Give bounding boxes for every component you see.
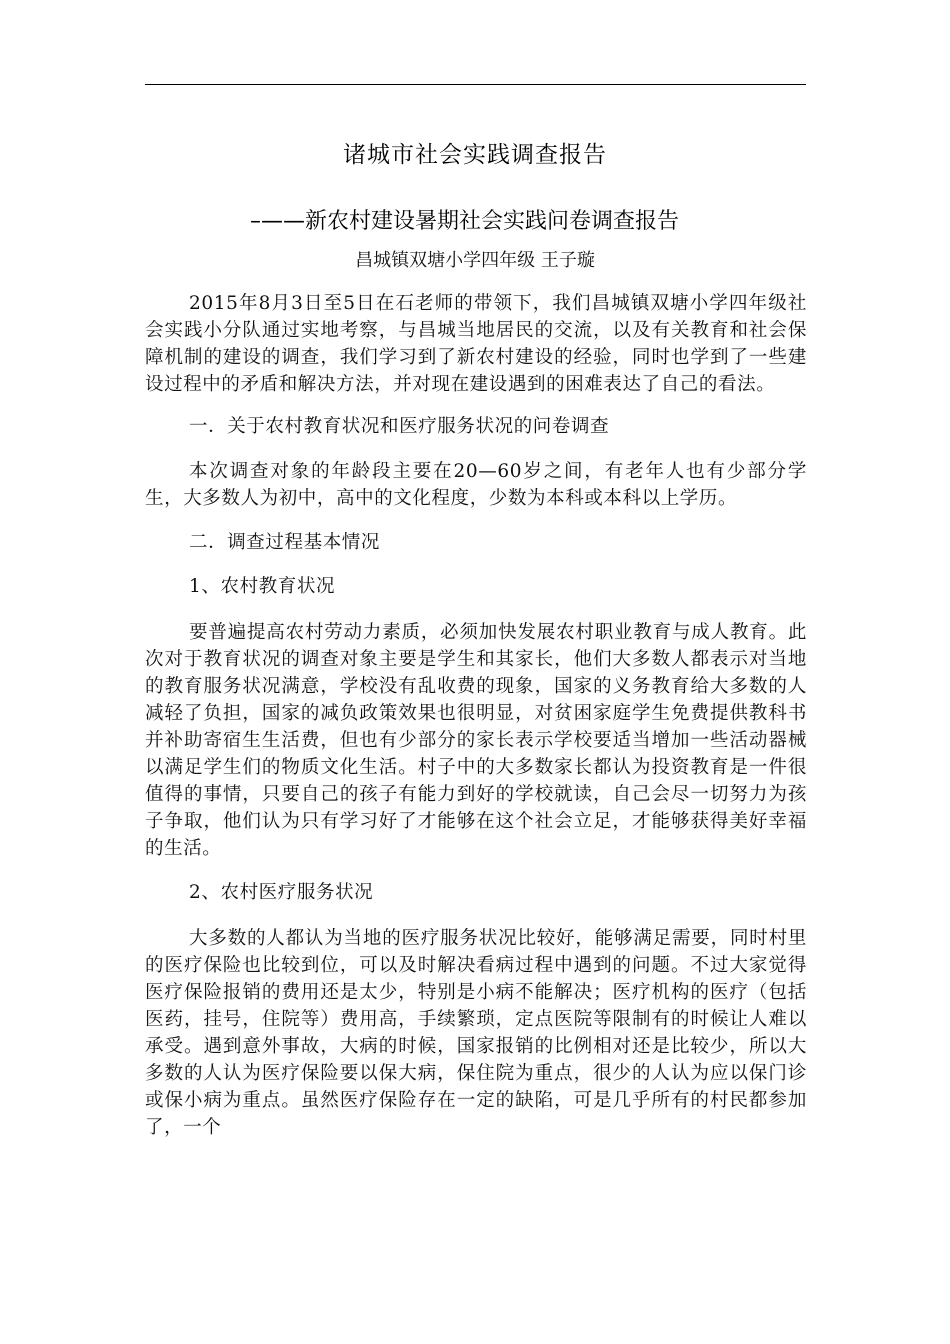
document-body [145,290,807,1141]
education-paragraph: 要普遍提高农村劳动力素质，必须加快发展农村职业教育与成人教育。此次对于教育状况的调查对象主要是学生和其家长，他们大多数人都表示对当地的教育服务状况满意，学校没有乱收费的现象，国家的义务教育给大多数的人减轻了负担，国家的减负政策效果也很明显，对贫困家庭学生免费提供教科书并补助寄宿生生活费，但也有少部分的家长表示学校要适当增加一些活动器械以满足学生们的物质文化生活。村子中的大多数家长都认为投资教育是一件很值得的事情，只要自己的孩子有能力到好的学校就读，自己会尽一切努力为孩子争取，他们认为只有学习好了才能够在这个社会立足，才能够获得美好幸福的生活。 [145,622,807,859]
medical-paragraph: 大多数的人都认为当地的医疗服务状况比较好，能够满足需要，同时村里的医疗保险也比较到位，可以及时解决看病过程中遇到的问题。不过大家觉得医疗保险报销的费用还是太少，特别是小病不能解决；医疗机构的医疗（包括医药，挂号，住院等）费用高，手续繁琐，定点医院等限制有的时候让人难以承受。遇到意外事故，大病的时候，国家报销的比例相对还是比较少，所以大多数的人认为医疗保险要以保大病，保住院为重点，很少的人认为应以保门诊或保小病为重点。虽然医疗保险存在一定的缺陷，可是几乎所有的村民都参加了，一个 [145,928,807,1138]
survey-target-paragraph: 本次调查对象的年龄段主要在20—60岁之间，有老年人也有少部分学生，大多数人为初中，高中的文化程度，少数为本科或本科以上学历。 [145,461,807,509]
intro-paragraph: 2015年8月3日至5日在石老师的带领下，我们昌城镇双塘小学四年级社会实践小分队通过实地考察，与昌城当地居民的交流，以及有关教育和社会保障机制的建设的调查，我们学习到了新农村建设的经验，同时也学到了一些建设过程中的矛盾和解决方法，并对现在建设遇到的困难表达了自己的看法。 [145,293,807,395]
header-rule [145,84,806,85]
section-heading-2: 二．调查过程基本情况 [189,532,381,553]
subsection-heading-education: 1、农村教育状况 [189,576,336,597]
document-subtitle: –——新农村建设暑期社会实践问卷调查报告 [250,209,680,234]
document-author: 昌城镇双塘小学四年级 王子璇 [355,250,595,271]
document-title: 诸城市社会实践调查报告 [343,142,607,168]
subsection-heading-medical: 2、农村医疗服务状况 [189,882,374,903]
section-heading-1: 一．关于农村教育状况和医疗服务状况的问卷调查 [189,416,610,437]
